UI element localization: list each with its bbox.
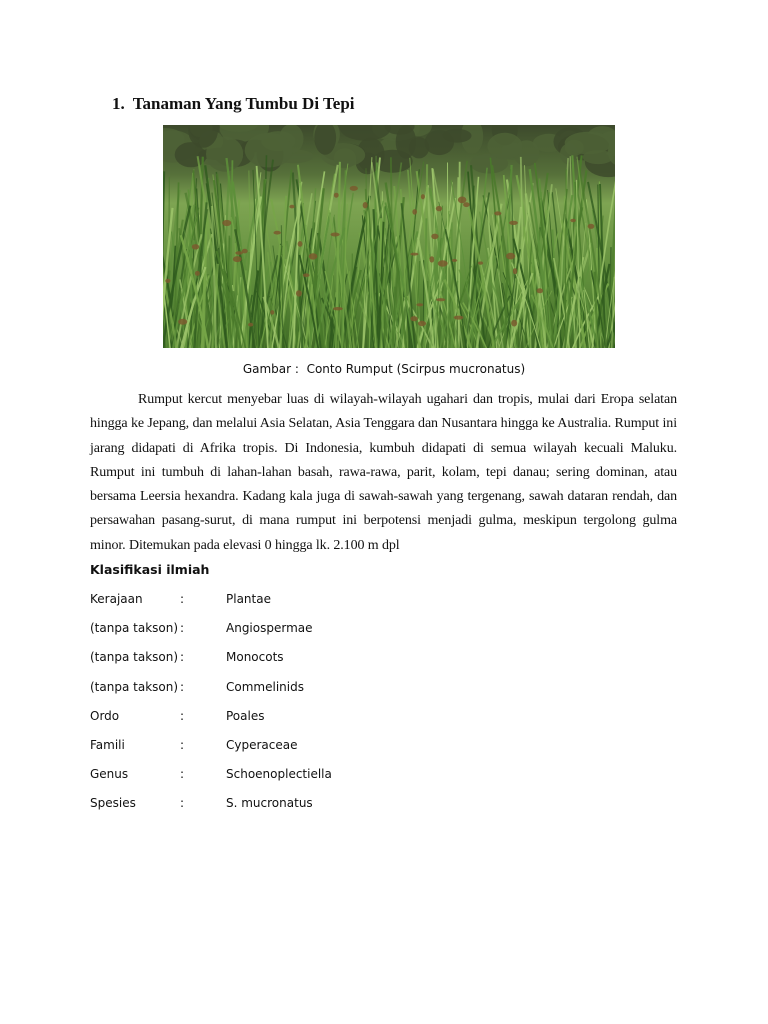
seed-head (463, 202, 470, 207)
classification-separator: : (180, 592, 185, 606)
seed-head (289, 205, 294, 209)
classification-separator: : (180, 708, 185, 723)
classification-value: Monocots (226, 650, 284, 665)
tree-foliage (565, 132, 612, 155)
caption-prefix: Gambar : (242, 362, 299, 376)
seed-head (454, 316, 464, 320)
seed-head (410, 316, 417, 321)
classification-value: Plantae (226, 592, 271, 606)
seed-head (309, 253, 318, 259)
classification-value: S. mucronatus (226, 796, 313, 811)
classification-key: Genus (90, 767, 129, 782)
seed-head (436, 206, 442, 211)
seed-head (509, 221, 518, 225)
tree-foliage (424, 130, 454, 155)
seed-head (274, 231, 281, 235)
seed-head (410, 253, 418, 256)
classification-key: (tanpa takson) (90, 650, 179, 665)
classification-value: Commelinids (226, 679, 304, 694)
seed-head (350, 186, 358, 191)
seed-head (436, 298, 445, 301)
seed-head (192, 244, 199, 249)
seed-head (165, 279, 170, 283)
seed-head (248, 323, 253, 327)
classification-separator: : (180, 621, 185, 636)
seed-head (494, 211, 501, 215)
seed-head (412, 209, 417, 215)
grass-blade (459, 162, 460, 348)
seed-head (298, 241, 303, 247)
seed-head (511, 320, 517, 327)
classification-key: (tanpa takson) (90, 621, 179, 636)
seed-head (334, 193, 339, 198)
seed-head (416, 303, 423, 306)
tree-foliage (487, 133, 522, 160)
seed-head (363, 202, 368, 208)
seed-head (303, 273, 310, 277)
seed-head (570, 219, 576, 222)
grass-photo (163, 125, 615, 348)
classification-separator: : (180, 650, 185, 665)
classification-value: Cyperaceae (226, 737, 298, 752)
classification-key: Famili (90, 737, 125, 752)
seed-head (178, 319, 187, 325)
seed-head (333, 307, 343, 310)
classification-separator: : (180, 767, 185, 782)
figure-caption (0, 362, 768, 376)
seed-head (506, 253, 515, 260)
classification-key: Spesies (90, 796, 136, 811)
section-title: Tanaman Yang Tumbu Di Tepi (132, 94, 355, 113)
seed-head (421, 194, 425, 199)
body-paragraph: Rumput kercut menyebar luas di wilayah-wilayah ugahari dan tropis, mulai dari Eropa selatan hingga ke Jepang, dan melalui Asia Selatan, Asia Tenggara dan Nusantara hingga ke Australia. Rumput ini jarang didapati di Afrika tropis. Di Indonesia, kumbuh didapati di semua wilayah kecuali Maluku. Rumput ini tumbuh di lahan-lahan basah, rawa-rawa, parit, kolam, tepi danau; sering dominan, atau bersama Leersia hexandra. Kadang kala juga di sawah-sawah yang tergenang, sawah dataran rendah, dan persawahan pasang-surut, di mana rumput ini berpotensi menjadi gulma, meskipun tergolong gulma minor. Ditemukan pada elevasi 0 hingga lk. 2.100 m dpl (90, 392, 677, 553)
tree-foliage (245, 133, 293, 168)
classification-key: Ordo (90, 708, 120, 723)
classification-title: Klasifikasi ilmiah (90, 562, 210, 577)
seed-head (222, 220, 231, 226)
caption-text: Conto Rumput (Scirpus mucronatus) (306, 362, 526, 376)
seed-head (296, 290, 302, 296)
tree-foliage (409, 137, 429, 158)
seed-head (438, 260, 448, 266)
seed-head (513, 268, 517, 274)
seed-head (588, 224, 595, 229)
classification-value: Angiospermae (226, 621, 313, 636)
seed-head (537, 288, 543, 293)
section-number: 1. (112, 94, 125, 113)
seed-head (331, 233, 340, 237)
classification-value: Schoenoplectiella (226, 767, 332, 782)
seed-head (429, 256, 434, 262)
seed-head (418, 321, 426, 326)
seed-head (452, 259, 457, 262)
grass-photo-illustration (163, 125, 615, 348)
classification-key: Kerajaan (90, 592, 143, 606)
seed-head (233, 256, 242, 262)
classification-key: (tanpa takson) (90, 679, 179, 694)
seed-head (195, 271, 200, 276)
classification-separator: : (180, 796, 185, 811)
seed-head (270, 310, 274, 315)
classification-value: Poales (226, 708, 265, 723)
classification-separator: : (180, 679, 185, 694)
seed-head (431, 234, 438, 240)
section-heading (112, 94, 355, 114)
classification-separator: : (180, 737, 185, 752)
seed-head (235, 251, 243, 254)
seed-head (478, 261, 483, 264)
seed-head (458, 197, 467, 204)
